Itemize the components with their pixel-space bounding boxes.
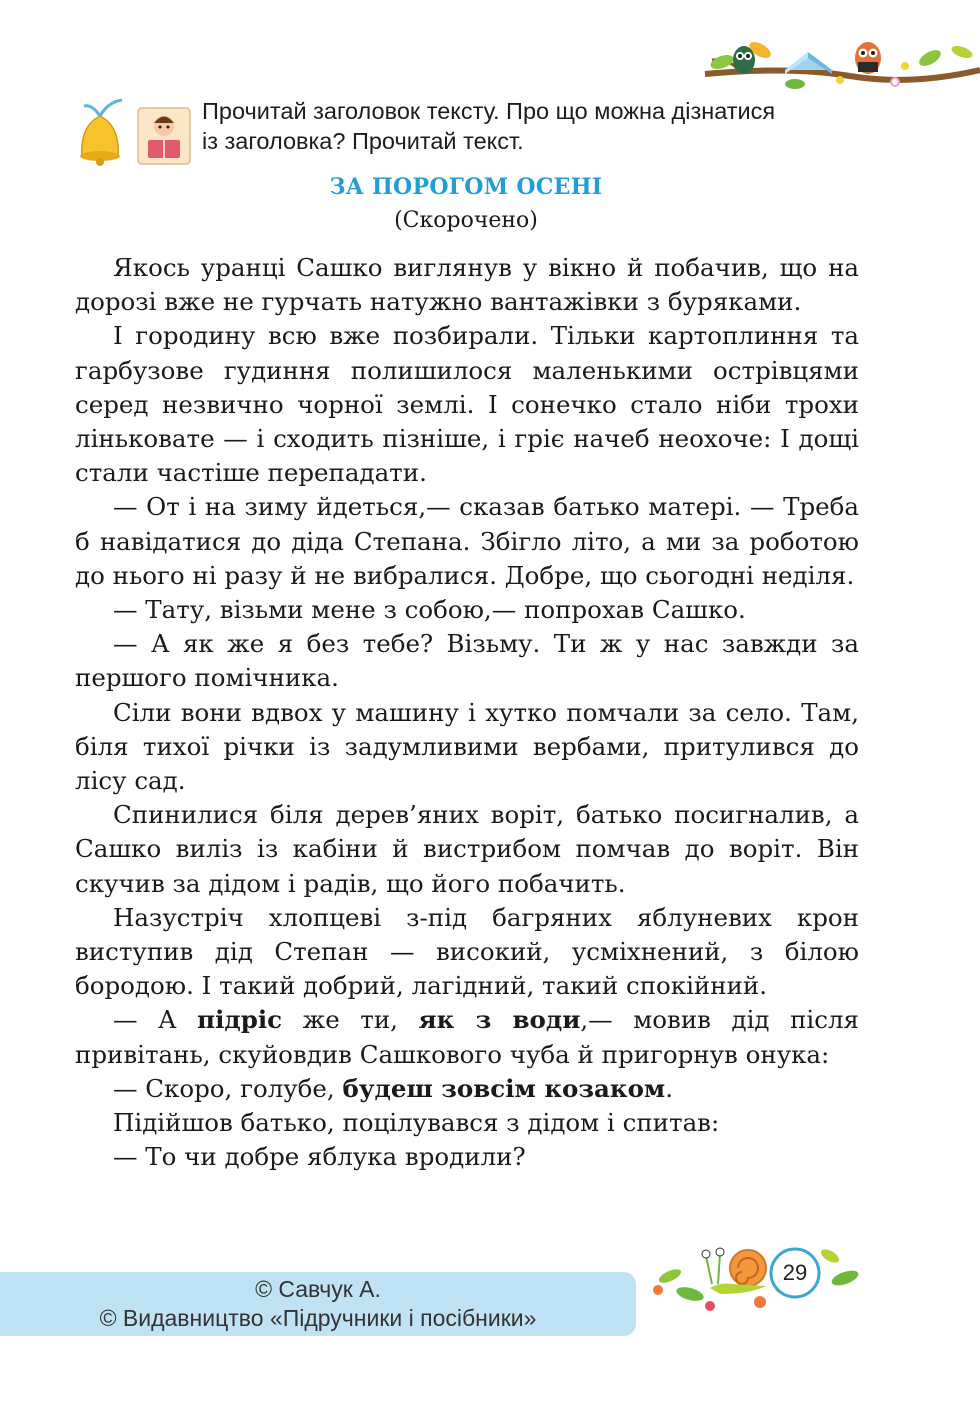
task-line-2: із заголовка? Прочитай текст. xyxy=(202,128,524,154)
paragraph-5: — А як же я без тебе? Візьму. Ти ж у нас завжди за першого помічника. xyxy=(75,629,859,693)
paragraph-6: Сіли вони вдвох у машину і хутко помчали за село. Там, біля тихої річки із задумливими вербами, притулився до лісу сад. xyxy=(75,697,859,796)
paragraph-11: Підійшов батько, поцілувався з дідом і спитав: xyxy=(113,1108,720,1138)
p10-part-a: — Скоро, голубе, xyxy=(113,1073,343,1103)
p10-bold: будеш зовсім козаком xyxy=(342,1073,666,1103)
reading-child-icon xyxy=(138,108,190,164)
paragraph-12: — То чи добре яблука вродили? xyxy=(113,1142,526,1172)
task-line-1: Прочитай заголовок тексту. Про що можна дізнатися xyxy=(202,98,776,124)
copyright-author: © Савчук А. xyxy=(255,1276,381,1302)
p9-part-c: же ти, xyxy=(282,1005,419,1035)
story-subtitle: (Скорочено) xyxy=(394,208,538,233)
p10-part-c: . xyxy=(665,1073,673,1103)
paragraph-9 xyxy=(75,1003,859,1071)
p9-bold-1: підріс xyxy=(197,1005,283,1035)
p9-part-e: ,— мовив дід після привітань, скуйовдив Сашкового чуба й пригорнув онука: xyxy=(75,1005,859,1069)
p9-bold-2: як з води xyxy=(418,1005,581,1035)
paragraph-4: — Тату, візьми мене з собою,— попрохав Сашко. xyxy=(113,595,746,625)
paragraph-8: Назустріч хлопцеві з-під багряних яблуневих крон виступив дід Степан — високий, усміхнений, з білою бородою. І такий добрий, лагідний, такий спокійний. xyxy=(75,902,859,1001)
paragraph-10 xyxy=(75,1072,859,1106)
story-text xyxy=(75,251,859,1174)
copyright-publisher: © Видавництво «Підручники і посібники» xyxy=(99,1305,537,1331)
paragraph-7: Спинилися біля дерев’яних воріт, батько посигналив, а Сашко виліз із кабіни й вистрибом помчав до воріт. Він скучив за дідом і радів, що його побачить. xyxy=(75,800,859,898)
story-title: ЗА ПОРОГОМ ОСЕНІ xyxy=(329,174,603,200)
page-number: 29 xyxy=(782,1260,808,1285)
task-instruction xyxy=(202,96,902,156)
paragraph-3: — От і на зиму йдеться,— сказав батько матері. — Треба б навідатися до діда Степана. Збігло літо, а ми за роботою до нього ні разу й не вибралися. Добре, що сьогодні неділя. xyxy=(75,492,859,590)
branch-with-owls-and-book-icon xyxy=(700,30,980,100)
bell-icon xyxy=(80,100,122,166)
p9-part-a: — А xyxy=(113,1005,198,1035)
snail-with-flowers-icon xyxy=(640,1236,865,1316)
task-icons xyxy=(74,96,200,170)
paragraph-1: Якось уранці Сашко виглянув у вікно й побачив, що на дорозі вже не гурчать натужно вантажівки з буряками. xyxy=(75,253,859,317)
paragraph-2: І городину всю вже позбирали. Тільки картоплиння та гарбузове гудиння полишилося маленькими острівцями серед незвично чорної землі. І сонечко стало ніби трохи ліньковате — і сходить пізніше, і гріє начеб неохоче: І дощі стали частіше перепадати. xyxy=(75,321,859,488)
